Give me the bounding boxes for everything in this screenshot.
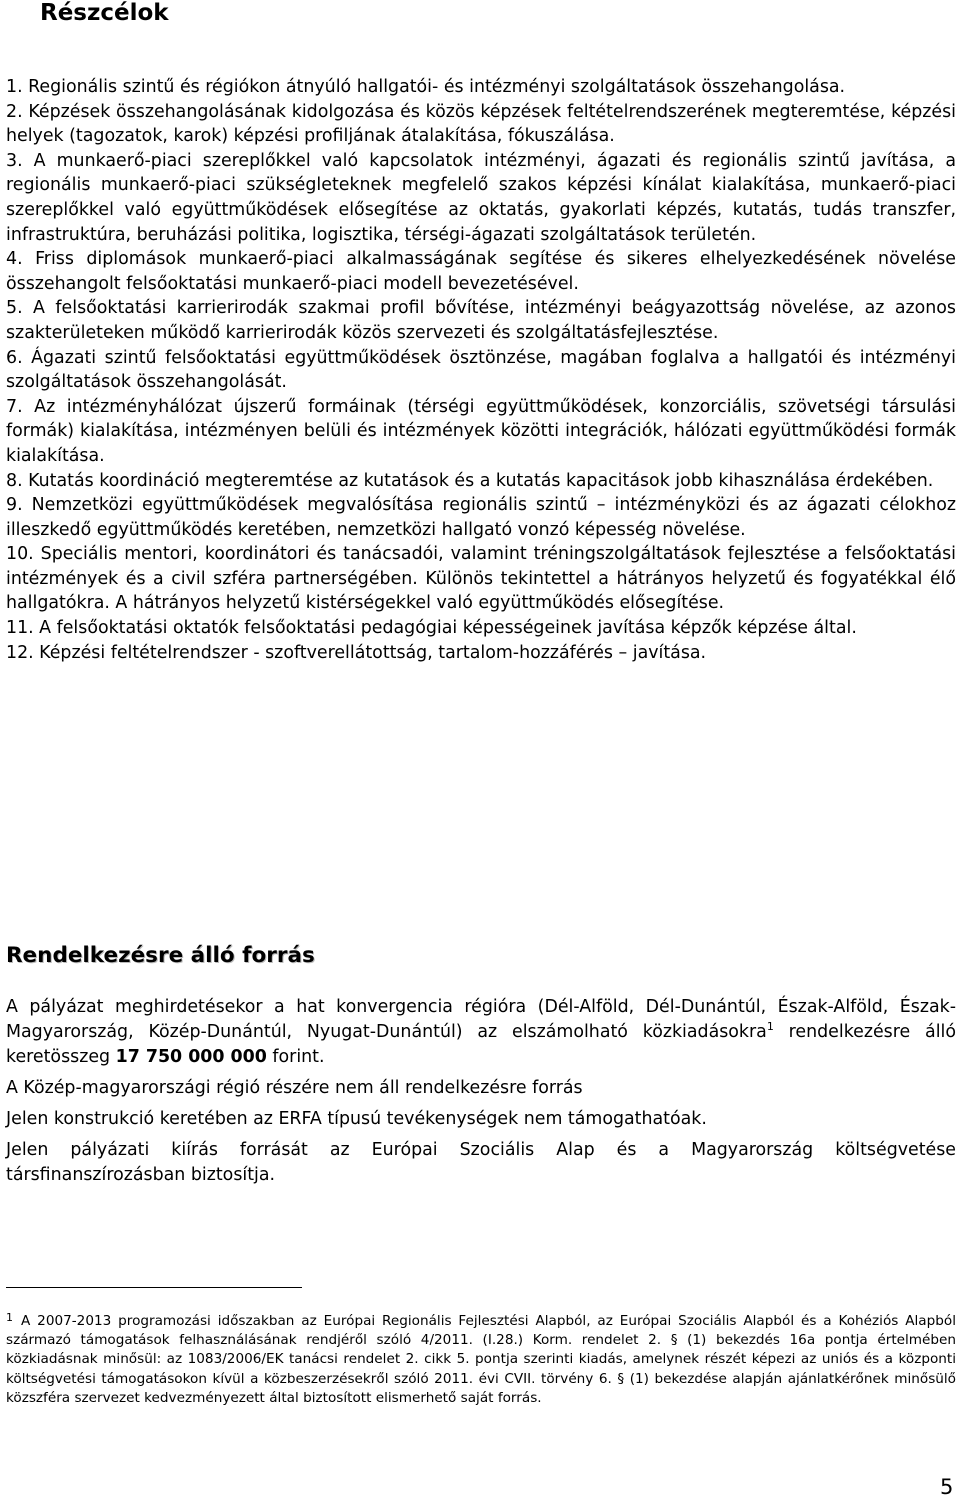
- footnote-reference[interactable]: 1: [766, 1020, 774, 1034]
- list-item: 5. A felsőoktatási karrierirodák szakmai profil bővítése, intézményi beágyazottság növelése, az azonos szakterületeken működő karrierirodák közös szervezeti és szolgáltatásfejlesztése.: [6, 298, 956, 343]
- section-heading-forras: Rendelkezésre álló forrás: [6, 943, 315, 968]
- funding-text: A pályázat meghirdetésekor a hat konvergencia régióra (Dél-Alföld, Dél-Dunántúl, Észak-Alföld, Észak-Magyarország, Közép-Dunántúl, Nyugat-Dunántúl) az elszámolható közkiadásokra: [6, 997, 956, 1042]
- list-item: 1. Regionális szintű és régiókon átnyúló hallgatói- és intézményi szolgáltatások összehangolása.: [6, 77, 846, 97]
- list-item: 10. Speciális mentori, koordinátori és tanácsadói, valamint tréningszolgáltatások fejlesztése a felsőoktatási intézmények és a civil szféra partnerségében. Különös tekintettel a hátrányos helyzetű és fogyatékkal élő hallgatókra. A hátrányos helyzetű kistérségekkel való együttműködés elősegítése.: [6, 544, 956, 614]
- list-item: 12. Képzési feltételrendszer - szoftverellátottság, tartalom-hozzáférés – javítása.: [6, 642, 707, 663]
- funding-amount: 17 750 000 000: [115, 1047, 267, 1067]
- footnote: [6, 1312, 956, 1408]
- list-item: 11. A felsőoktatási oktatók felsőoktatási pedagógiai képességeinek javítása képzők képzése által.: [6, 618, 857, 639]
- paragraph: Jelen konstrukció keretében az ERFA típusú tevékenységek nem támogathatóak.: [6, 1109, 707, 1129]
- paragraph: A Közép-magyarországi régió részére nem áll rendelkezésre forrás: [6, 1078, 583, 1098]
- paragraph: Jelen pályázati kiírás forrását az Európai Szociális Alap és a Magyarország költségvetése társfinanszírozásban biztosítja.: [6, 1140, 956, 1185]
- list-item: 3. A munkaerő-piaci szereplőkkel való kapcsolatok intézményi, ágazati és regionális szintű javítása, a regionális munkaerő-piaci szükségleteknek megfelelő szakos képzési kínálat kialakítása, munkaerő-piaci szereplőkkel való együttműködések elősegítése az oktatás, gyakorlati képzés, kutatás, tudás transzfer, infrastruktúra, beruházási politika, logisztika, térségi-ágazati szolgáltatások területén.: [6, 150, 956, 245]
- footnote-marker: 1: [6, 1311, 13, 1324]
- funding-text: rendelkezésre álló keretösszeg: [6, 1022, 956, 1067]
- footnote-text: A 2007-2013 programozási időszakban az Európai Regionális Fejlesztési Alapból, az Európai Szociális Alapból és a Kohéziós Alapból származó támogatások felhasználásának rendjéről szóló 4/2011. (I.28.) Korm. rendelet 2. § (1) bekezdés 16a pontja értelmében közkiadásnak minősül: az 1083/2006/EK tanácsi rendelet 2. cikk 5. pontja szerinti kiadás, amelynek részét képezi az uniós és a központi költségvetési támogatásokon kívül a közbeszerzésekről szóló 2011. évi CVII. törvény 6. § (1) bekezdése alapján ajánlatkérőnek minősülő közszféra szervezet kedvezményezett által biztosított elismerhető saját forrás.: [6, 1313, 956, 1406]
- list-item: 4. Friss diplomások munkaerő-piaci alkalmasságának segítése és sikeres elhelyezkedésének növelése összehangolt felsőoktatási munkaerő-piaci modell bevezetésével.: [6, 249, 956, 294]
- section-heading-reszcelok: Részcélok: [40, 0, 169, 26]
- list-item: 6. Ágazati szintű felsőoktatási együttműködések ösztönzése, magában foglalva a hallgatói és intézményi szolgáltatások összehangolását.: [6, 347, 956, 393]
- funding-section: [6, 995, 956, 1194]
- funding-text: forint.: [266, 1047, 325, 1067]
- list-item: 8. Kutatás koordináció megteremtése az kutatások és a kutatás kapacitások jobb kihasználása érdekében.: [6, 470, 934, 491]
- funding-paragraph: [6, 995, 956, 1070]
- footnote-divider: [6, 1287, 302, 1288]
- list-item: 2. Képzések összehangolásának kidolgozása és közös képzések feltételrendszerének megteremtése, képzési helyek (tagozatok, karok) képzési profiljának átalakítása, fókuszálása.: [6, 101, 956, 147]
- list-item: 9. Nemzetközi együttműködések megvalósítása regionális szintű – intézményközi és az ágazati célokhoz illeszkedő együttműködés keretében, nemzetközi hallgató vonzó képesség növelése.: [6, 495, 956, 540]
- page-number: 5: [940, 1475, 954, 1499]
- objectives-list: [6, 75, 956, 665]
- list-item: 7. Az intézményhálózat újszerű formáinak (térségi együttműködések, konzorciális, szövetségi társulási formák) kialakítása, intézményen belüli és intézmények közötti integrációk, hálózati együttműködési formák kialakítása.: [6, 396, 956, 466]
